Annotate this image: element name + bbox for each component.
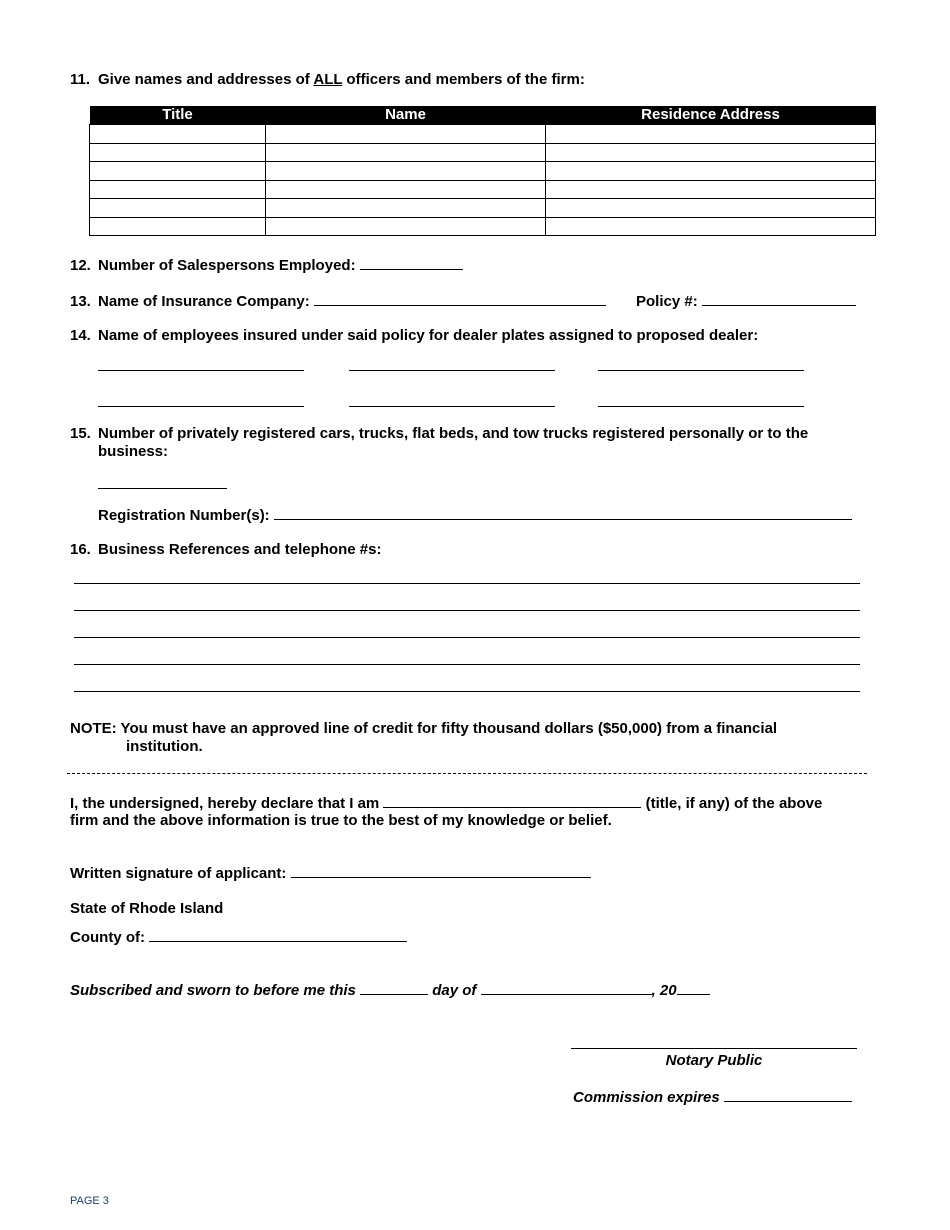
declaration-line1	[70, 794, 822, 812]
question-15	[70, 425, 808, 442]
title-cell[interactable]	[90, 125, 266, 144]
question-14	[70, 327, 758, 344]
declaration-line2: firm and the above information is true to the best of my knowledge or belief.	[70, 812, 612, 829]
employee-name-field[interactable]	[349, 370, 555, 371]
address-cell[interactable]	[546, 143, 876, 162]
column-header-title: Title	[90, 106, 266, 125]
policy-number	[636, 292, 856, 310]
day-field[interactable]	[360, 981, 428, 995]
reference-field[interactable]	[74, 691, 860, 692]
table-header-row	[90, 106, 876, 125]
address-cell[interactable]	[546, 217, 876, 236]
county-label: County of:	[70, 929, 145, 946]
reference-field[interactable]	[74, 610, 860, 611]
registration-numbers	[98, 506, 852, 524]
year-field[interactable]	[677, 981, 710, 995]
commission-expires	[573, 1088, 852, 1106]
name-cell[interactable]	[266, 199, 546, 218]
table-row	[90, 180, 876, 199]
address-cell[interactable]	[546, 162, 876, 181]
table-row	[90, 217, 876, 236]
question-number: 15.	[70, 425, 91, 442]
county	[70, 928, 407, 946]
question-number: 11.	[70, 71, 91, 88]
salespersons-count-field[interactable]	[360, 256, 463, 270]
reference-field[interactable]	[74, 583, 860, 584]
insurance-company-field[interactable]	[314, 292, 606, 306]
table-row	[90, 162, 876, 181]
name-cell[interactable]	[266, 180, 546, 199]
question-number: 14.	[70, 327, 91, 344]
reference-field[interactable]	[74, 664, 860, 665]
officers-table	[89, 106, 876, 236]
question-text: Business References and telephone #s:	[98, 541, 382, 558]
question-text: Name of Insurance Company:	[98, 293, 310, 310]
column-header-name: Name	[266, 106, 546, 125]
name-cell[interactable]	[266, 143, 546, 162]
title-cell[interactable]	[90, 162, 266, 181]
policy-number-field[interactable]	[702, 292, 856, 306]
question-12	[70, 256, 463, 274]
commission-label: Commission expires	[573, 1089, 720, 1106]
declaration-text-pre: I, the undersigned, hereby declare that I am	[70, 795, 380, 812]
title-cell[interactable]	[90, 217, 266, 236]
name-cell[interactable]	[266, 217, 546, 236]
table-row	[90, 125, 876, 144]
state-label: State of Rhode Island	[70, 900, 224, 917]
employee-name-field[interactable]	[598, 370, 804, 371]
note-line1: NOTE: You must have an approved line of credit for fifty thousand dollars ($50,000) from a financial	[70, 720, 778, 737]
table-row	[90, 143, 876, 162]
question-text-emphasis: ALL	[313, 71, 343, 88]
county-field[interactable]	[149, 928, 407, 942]
note-line2: institution.	[126, 738, 203, 755]
question-text: Number of Salespersons Employed:	[98, 257, 356, 274]
signature-field[interactable]	[291, 864, 591, 878]
notary-public-label: Notary Public	[665, 1052, 763, 1069]
column-header-address: Residence Address	[546, 106, 876, 125]
sworn-text-2: day of	[432, 982, 477, 999]
sworn-statement	[70, 981, 710, 999]
registered-vehicles-count-field[interactable]	[98, 488, 227, 489]
employee-name-field[interactable]	[349, 406, 555, 407]
question-text-post: officers and members of the firm:	[342, 71, 585, 88]
address-cell[interactable]	[546, 180, 876, 199]
question-number: 12.	[70, 257, 91, 274]
question-text: Name of employees insured under said policy for dealer plates assigned to proposed dealer:	[98, 327, 759, 344]
applicant-signature	[70, 864, 591, 882]
month-field[interactable]	[481, 981, 652, 995]
declarant-title-field[interactable]	[383, 794, 641, 808]
employee-name-field[interactable]	[98, 406, 304, 407]
title-cell[interactable]	[90, 143, 266, 162]
question-16	[70, 541, 381, 558]
sworn-text-3: , 20	[651, 982, 677, 999]
notary-signature-field[interactable]	[571, 1048, 857, 1049]
registration-numbers-field[interactable]	[274, 506, 852, 520]
signature-label: Written signature of applicant:	[70, 865, 287, 882]
sworn-text-1: Subscribed and sworn to before me this	[70, 982, 356, 999]
address-cell[interactable]	[546, 199, 876, 218]
title-cell[interactable]	[90, 180, 266, 199]
title-cell[interactable]	[90, 199, 266, 218]
question-11	[70, 71, 585, 88]
employee-name-field[interactable]	[598, 406, 804, 407]
name-cell[interactable]	[266, 125, 546, 144]
section-divider	[67, 773, 867, 774]
question-number: 13.	[70, 293, 91, 310]
question-text-line1: Number of privately registered cars, trucks, flat beds, and tow trucks registered personally or to the	[98, 425, 809, 442]
policy-label: Policy #:	[636, 293, 698, 310]
reference-field[interactable]	[74, 637, 860, 638]
registration-label: Registration Number(s):	[98, 507, 270, 524]
name-cell[interactable]	[266, 162, 546, 181]
declaration-text-post: (title, if any) of the above	[645, 795, 823, 812]
employee-name-field[interactable]	[98, 370, 304, 371]
page-number: PAGE 3	[70, 1195, 109, 1207]
question-text-pre: Give names and addresses of	[98, 71, 314, 88]
table-row	[90, 199, 876, 218]
question-15-line2: business:	[98, 443, 169, 460]
question-13	[70, 292, 606, 310]
commission-expires-field[interactable]	[724, 1088, 852, 1102]
question-number: 16.	[70, 541, 91, 558]
address-cell[interactable]	[546, 125, 876, 144]
